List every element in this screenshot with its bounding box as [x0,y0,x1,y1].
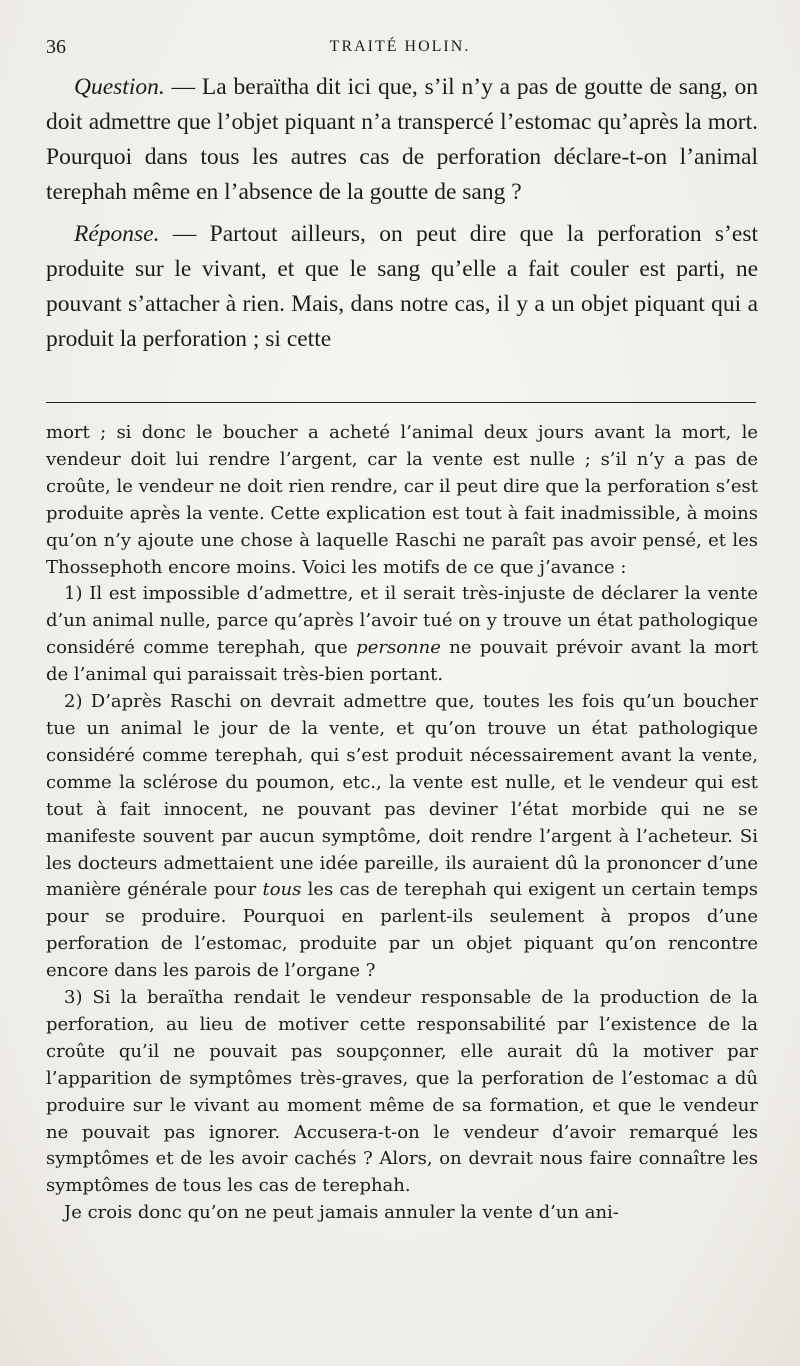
footnote-paragraph-3 [46,689,758,985]
footnote-paragraph-1: mort ; si donc le boucher a acheté l’animal deux jours avant la mort, le vendeur doit lui rendre l’argent, car la vente est nulle ; s’il n’y a pas de croûte, le vendeur ne doit rien rendre, car il peut dire que la perforation s’est produite après la vente. Cette explication est tout à fait inadmissible, à moins qu’on n’y ajoute une chose à laquelle Raschi ne paraît pas avoir pensé, et les Thossephoth encore moins. Voici les motifs de ce que j’avance : [46,422,758,578]
answer-label: Réponse. [74,221,160,247]
footnote-paragraph-3-italic: tous [262,879,302,901]
footnote-paragraph-3-start: 2) D’après Raschi on devrait admettre que, toutes les fois qu’un boucher tue un animal le jour de la vente, et qu’on trouve un état pathologique considéré comme terephah, qui s’est produit nécessairement avant la vente, comme la sclérose du poumon, etc., la vente est nulle, et le vendeur qui est tout à fait innocent, ne pouvant pas deviner l’état morbide qui ne se manifeste souvent par aucun symptôme, doit rendre l’argent à l’acheteur. Si les docteurs admettaient une idée pareille, ils auraient dû la prononcer d’une manière générale pour [46,691,758,901]
question-text: — La beraïtha dit ici que, s’il n’y a pas de goutte de sang, on doit admettre que l’objet piquant n’a transpercé l’estomac qu’après la mort. Pourquoi dans tous les autres cas de perforation déclare-t-on l’animal terephah même en l’absence de la goutte de sang ? [46,74,758,205]
answer-paragraph [46,217,758,357]
footnote-text [46,420,758,1227]
footnote-paragraph-2-italic: personne [356,637,441,659]
page-number: 36 [46,36,66,58]
question-paragraph [46,70,758,210]
question-label: Question. [74,74,165,100]
running-title: TRAITÉ HOLIN. [329,38,471,55]
footnote-paragraph-2 [46,581,758,689]
page-header [46,30,754,60]
footnote-separator [46,402,756,403]
answer-text: — Partout ailleurs, on peut dire que la perforation s’est produite sur le vivant, et que le sang qu’elle a fait couler est parti, ne pouvant s’attacher à rien. Mais, dans notre cas, il y a un objet piquant qui a produit la perforation ; si cette [46,221,758,352]
main-text [46,70,758,357]
footnote-paragraph-3-end: les cas de terephah qui exigent un certain temps pour se produire. Pourquoi en parlent-ils seulement à propos d’une perforation de l’estomac, produite par un objet piquant qu’on rencontre encore dans les parois de l’organe ? [46,879,758,982]
footnote-paragraph-5: Je crois donc qu’on ne peut jamais annuler la vente d’un ani- [64,1202,619,1224]
footnote-paragraph-2-end: ne pouvait prévoir avant la mort de l’animal qui paraissait très-bien portant. [46,637,758,686]
footnote-paragraph-4: 3) Si la beraïtha rendait le vendeur responsable de la production de la perforation, au lieu de motiver cette responsabilité par l’existence de la croûte qu’il ne pouvait pas soupçonner, elle aurait dû la motiver par l’apparition de symptômes très-graves, que la perforation de l’estomac a dû produire sur le vivant au moment même de sa formation, et que le vendeur ne pouvait pas ignorer. Accusera-t-on le vendeur d’avoir remarqué les symptômes et de les avoir cachés ? Alors, on devrait nous faire connaître les symptômes de tous les cas de terephah. [46,987,758,1197]
footnote-paragraph-2-start: 1) Il est impossible d’admettre, et il serait très-injuste de déclarer la vente d’un animal nulle, parce qu’après l’avoir tué on y trouve un état pathologique considéré comme terephah, que [46,583,758,659]
